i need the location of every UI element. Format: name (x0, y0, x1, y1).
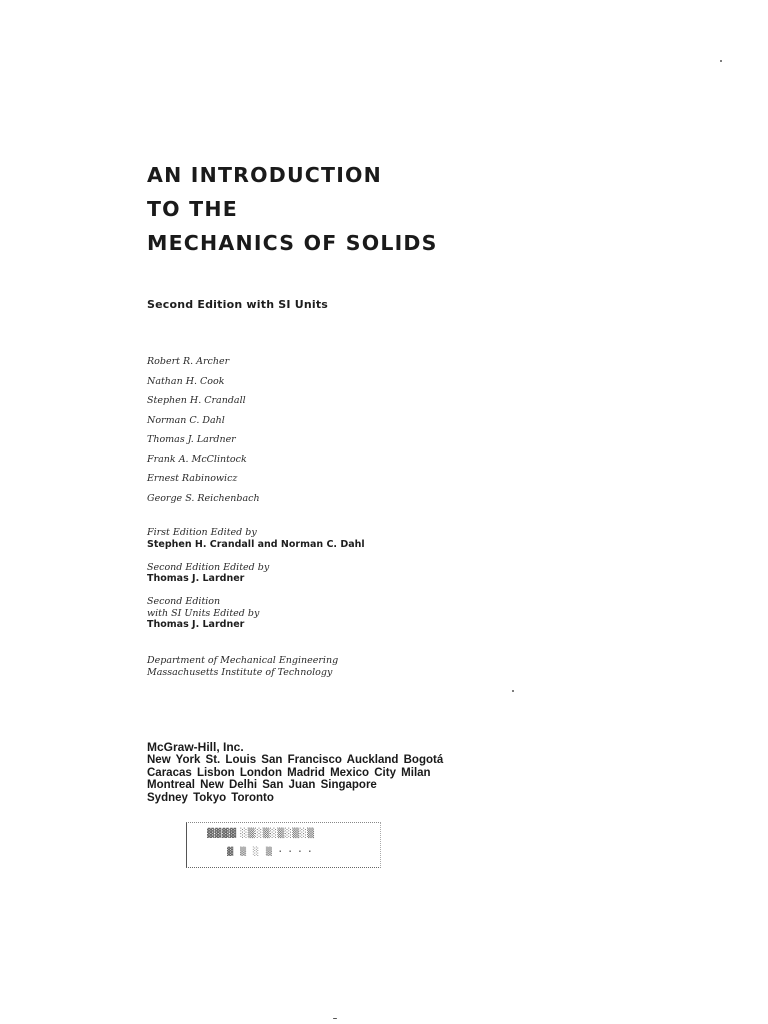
title-line: TO THE (147, 197, 238, 221)
title-line: AN INTRODUCTION (147, 163, 383, 187)
first-edition-credit (147, 527, 365, 551)
department-name: Department of Mechanical Engineering (147, 655, 339, 666)
publisher-block (147, 741, 443, 804)
author-name: Stephen H. Crandall (147, 395, 246, 406)
edition-subtitle: Second Edition with SI Units (147, 298, 329, 311)
author-name: Norman C. Dahl (147, 414, 225, 426)
editor-names: Thomas J. Lardner (147, 573, 245, 584)
title-line: MECHANICS OF SOLIDS (147, 231, 438, 255)
author-name: George S. Reichenbach (147, 492, 260, 504)
department-affiliation (147, 655, 338, 679)
institution-name: Massachusetts Institute of Technology (147, 667, 333, 678)
author-name: Thomas J. Lardner (147, 434, 236, 445)
author-name: Ernest Rabinowicz (147, 473, 238, 484)
scan-speck (333, 1018, 337, 1019)
credit-label: Second Edition (147, 596, 221, 607)
si-edition-credit (147, 596, 365, 631)
stamp-mark: ▓ ▒ ░ ▒ · · · · (227, 847, 314, 856)
scan-speck (512, 690, 514, 692)
author-name: Robert R. Archer (147, 356, 230, 367)
credit-label: with SI Units Edited by (147, 607, 260, 619)
library-stamp-icon (186, 822, 381, 868)
editor-credits (147, 527, 365, 642)
scan-speck (720, 60, 722, 62)
editor-names: Thomas J. Lardner (147, 619, 245, 630)
book-title (147, 158, 438, 260)
publisher-cities: Caracas Lisbon London Madrid Mexico City Milan (147, 766, 431, 779)
credit-label: Second Edition Edited by (147, 561, 270, 573)
editor-names: Stephen H. Crandall and Norman C. Dahl (147, 538, 365, 550)
credit-label: First Edition Edited by (147, 527, 257, 538)
author-name: Nathan H. Cook (147, 375, 225, 387)
second-edition-credit (147, 562, 365, 586)
publisher-cities: Sydney Tokyo Toronto (147, 791, 274, 804)
publisher-cities: Montreal New Delhi San Juan Singapore (147, 779, 377, 791)
publisher-cities: New York St. Louis San Francisco Auckland Bogotá (147, 754, 444, 766)
stamp-mark: ▓▓▓▓ ░▒░▒░▒░▒░▒ (207, 829, 315, 839)
author-list (147, 352, 260, 508)
publisher-name: McGraw-Hill, Inc. (147, 740, 244, 754)
author-name: Frank A. McClintock (147, 453, 247, 465)
